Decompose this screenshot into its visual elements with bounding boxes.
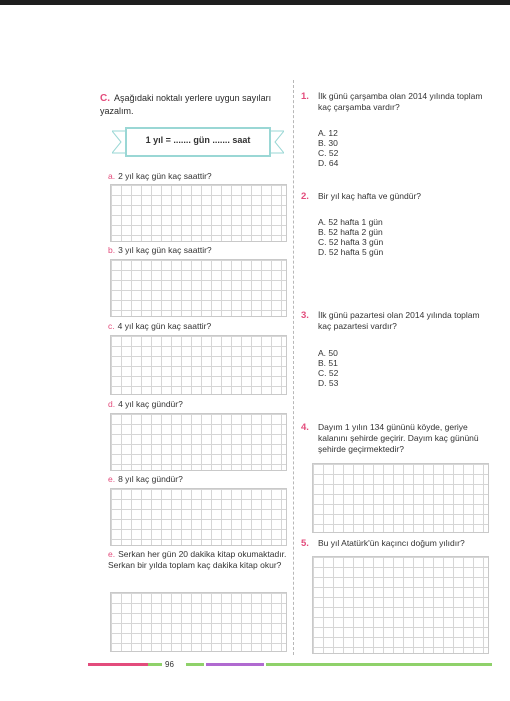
question-2-options xyxy=(318,217,383,257)
question-f: e. Serkan her gün 20 dakika kitap okumaktadır. Serkan bir yılda toplam kaç dakika kitap okur? xyxy=(108,549,287,570)
option[interactable]: C. 52 xyxy=(318,368,339,378)
footer-bar-green-left xyxy=(148,663,162,666)
option[interactable]: A. 52 hafta 1 gün xyxy=(318,217,383,227)
option[interactable]: C. 52 xyxy=(318,148,339,158)
section-c-instruction xyxy=(100,92,288,117)
footer-bar-green-mid xyxy=(186,663,204,666)
answer-grid-d[interactable] xyxy=(110,413,287,471)
question-3-options xyxy=(318,348,488,388)
option[interactable]: B. 52 hafta 2 gün xyxy=(318,227,383,237)
option[interactable]: B. 30 xyxy=(318,138,338,148)
option[interactable]: C. 52 hafta 3 gün xyxy=(318,237,384,247)
formula-banner xyxy=(112,127,284,157)
footer-bar-pink xyxy=(88,663,148,666)
question-a: a. 2 yıl kaç gün kaç saattir? xyxy=(108,171,212,181)
option[interactable]: A. 50 xyxy=(318,348,338,358)
page-number: 96 xyxy=(165,660,174,669)
option[interactable]: A. 12 xyxy=(318,128,338,138)
question-4: 4. Dayım 1 yılın 134 gününü köyde, geriye kalanını şehirde geçirir. Dayım kaç gününü şehirde geçirmektedir? xyxy=(301,422,479,454)
column-divider xyxy=(293,80,294,655)
option[interactable]: B. 51 xyxy=(318,358,338,368)
banner-text: 1 yıl = ....... gün ....... saat xyxy=(145,135,251,145)
footer-bar-green-right xyxy=(266,663,492,666)
answer-grid-f[interactable] xyxy=(110,592,287,652)
question-e: e. 8 yıl kaç gündür? xyxy=(108,474,183,484)
answer-grid-b[interactable] xyxy=(110,259,287,317)
question-d: d. 4 yıl kaç gündür? xyxy=(108,399,183,409)
section-letter: C. xyxy=(100,93,110,104)
question-5: 5. Bu yıl Atatürk'ün kaçıncı doğum yılıdır? xyxy=(301,538,465,549)
question-2: 2. Bir yıl kaç hafta ve gündür? xyxy=(301,191,422,202)
section-title-text: Aşağıdaki noktalı yerlere uygun sayıları yazalım. xyxy=(100,93,272,116)
question-1: 1. İlk günü çarşamba olan 2014 yılında toplam kaç çarşamba vardır? xyxy=(301,91,483,112)
option[interactable]: D. 53 xyxy=(318,378,339,388)
answer-grid-4[interactable] xyxy=(312,463,489,533)
footer-bar-purple xyxy=(206,663,264,666)
option[interactable]: D. 52 hafta 5 gün xyxy=(318,247,384,257)
top-edge-bar xyxy=(0,0,510,5)
question-1-options xyxy=(318,128,488,168)
question-c: c. 4 yıl kaç gün kaç saattir? xyxy=(108,321,212,331)
question-b: b. 3 yıl kaç gün kaç saattir? xyxy=(108,245,212,255)
answer-grid-5[interactable] xyxy=(312,556,489,654)
question-3: 3. İlk günü pazartesi olan 2014 yılında toplam kaç pazartesi vardır? xyxy=(301,310,480,331)
answer-grid-c[interactable] xyxy=(110,335,287,395)
answer-grid-a[interactable] xyxy=(110,184,287,242)
option[interactable]: D. 64 xyxy=(318,158,339,168)
answer-grid-e[interactable] xyxy=(110,488,287,546)
